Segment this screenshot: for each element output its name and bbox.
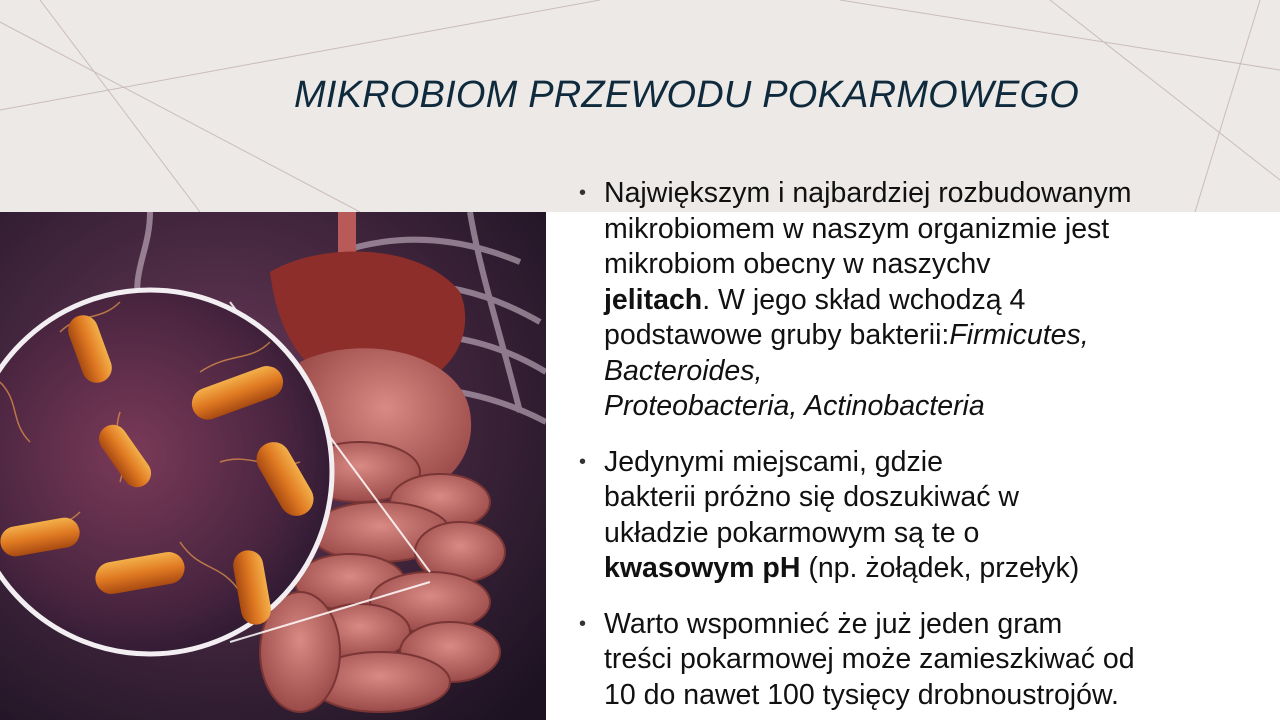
text-segment: mikrobiomem w naszym organizmie jest (604, 212, 1110, 245)
page-title: MIKROBIOM PRZEWODU POKARMOWEGO (294, 74, 1080, 116)
text-segment: Warto wspomnieć że już jeden gram (604, 607, 1063, 640)
bullet-item (578, 607, 1268, 714)
text-segment: jelitach (604, 283, 703, 316)
bullet-item (578, 176, 1268, 425)
text-segment: (np. żołądek, przełyk) (800, 552, 1080, 584)
bullet-line (604, 389, 1268, 425)
bullet-line (604, 445, 1268, 481)
bullet-line (604, 480, 1268, 516)
bullet-line (604, 247, 1268, 283)
bullet-line (604, 678, 1268, 714)
slide-content (578, 176, 1268, 720)
bullet-line (604, 551, 1268, 587)
text-segment: bakterii próżno się doszukiwać w (604, 481, 1020, 513)
bullet-line (604, 354, 1268, 390)
text-segment: Firmicutes, (949, 319, 1089, 351)
bullet-marker: • (579, 612, 587, 635)
digestive-tract-bacteria-illustration (0, 212, 546, 720)
bullet-line (604, 516, 1268, 552)
text-segment: Bacteroides, (604, 354, 763, 387)
bullet-marker: • (579, 182, 587, 204)
text-segment: . W jego skład wchodzą 4 (702, 283, 1026, 316)
text-segment: mikrobiom obecny w naszychv (604, 248, 991, 280)
bullet-list (578, 176, 1268, 713)
bullet-line (604, 642, 1268, 678)
bullet-line (604, 607, 1268, 643)
bullet-item (578, 445, 1268, 587)
text-segment: Największym i najbardziej rozbudowanym (604, 177, 1132, 209)
text-segment: Jedynymi miejscami, gdzie (604, 445, 943, 478)
text-segment: układzie pokarmowym są te o (604, 516, 980, 549)
text-segment: podstawowe gruby bakterii: (604, 319, 950, 351)
text-segment: Proteobacteria, Actinobacteria (604, 390, 985, 422)
bullet-line (604, 283, 1268, 319)
bullet-line (604, 318, 1268, 354)
bullet-marker: • (579, 450, 587, 473)
text-segment: 10 do nawet 100 tysięcy drobnoustrojów. (604, 678, 1119, 711)
bullet-line (604, 212, 1268, 248)
text-segment: kwasowym pH (604, 552, 801, 584)
bullet-line (604, 176, 1268, 212)
text-segment: treści pokarmowej może zamieszkiwać od (604, 643, 1135, 675)
